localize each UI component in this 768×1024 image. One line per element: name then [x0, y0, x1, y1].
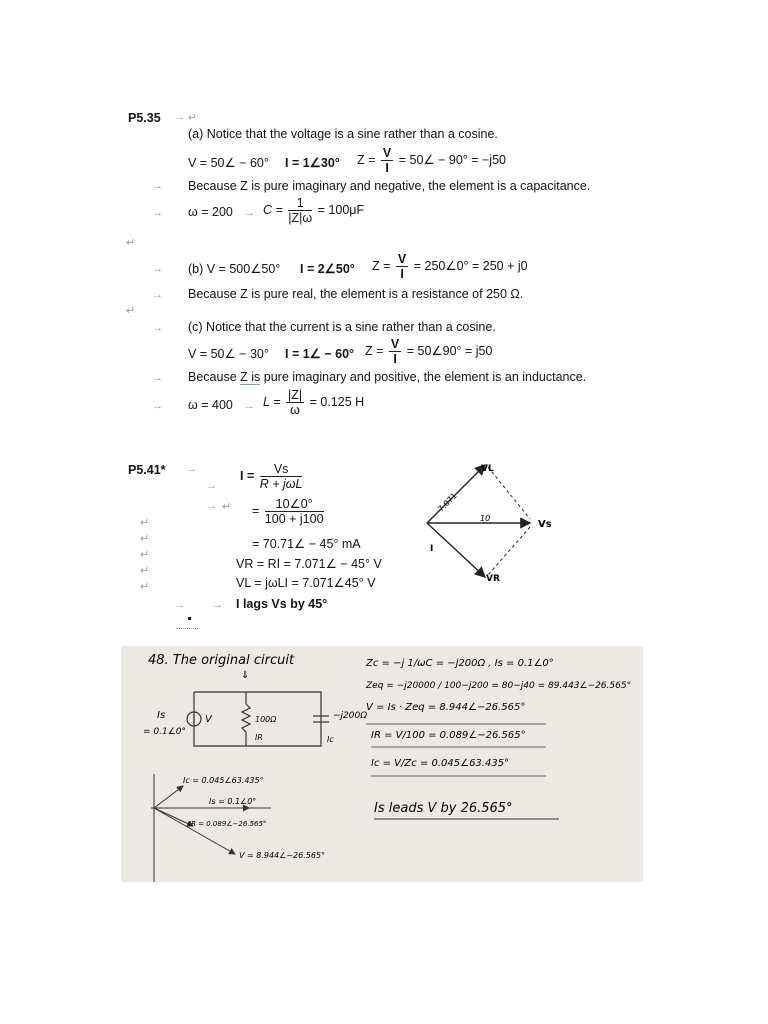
- arrow-mark: →: [186, 463, 197, 475]
- ic-phasor: [154, 786, 183, 808]
- p535a-c-den: |Z|ω: [288, 211, 313, 225]
- q48-eq2: Zeq = −j20000 / 100−j200 = 80−j40 = 89.443∠−26.565°: [366, 681, 632, 691]
- p535c-v: V = 50∠ − 30°: [188, 347, 269, 361]
- ph-ir-label: IR = 0.089∠−26.565°: [189, 820, 267, 828]
- arrow-mark: →: [152, 180, 163, 192]
- p535c-z-rhs: = 50∠90° = j50: [406, 343, 493, 358]
- p535c-z: [365, 337, 492, 366]
- arrow-mark: →: [212, 599, 223, 611]
- q48-eq6: Is leads V by 26.565°: [374, 801, 513, 816]
- p541-i-lhs: I =: [240, 468, 255, 483]
- arrow-mark: →: [152, 372, 163, 384]
- p535a-omega: ω = 200: [188, 205, 233, 219]
- p535b-z-lhs: Z =: [372, 258, 391, 273]
- p535b-z-den: I: [400, 267, 404, 281]
- p535c-l: [263, 388, 364, 417]
- p535b-i: I = 2∠50°: [300, 262, 355, 276]
- arrow-mark: →: [206, 480, 217, 492]
- ir-phasor: [154, 808, 193, 826]
- ir-label: IR: [255, 733, 263, 742]
- q48-title: 48. The original circuit: [148, 653, 295, 668]
- ic-label: Ic: [327, 735, 334, 744]
- p541-i-num: Vs: [260, 462, 303, 477]
- p535c-z-num: V: [390, 337, 400, 351]
- p541-i-eq: [240, 462, 304, 491]
- down-arrow-mark: ⇓: [241, 670, 250, 681]
- p535c-z-lhs: Z =: [365, 343, 384, 358]
- dashed-line: [488, 467, 530, 519]
- p541-i-den: R + jωL: [259, 477, 303, 491]
- vl-label: VL: [481, 464, 494, 474]
- paragraph-mark: ↵: [126, 237, 136, 249]
- p535c-i: I = 1∠ − 60°: [285, 347, 355, 361]
- ph-is-label: Is = 0.1∠0°: [209, 797, 257, 806]
- p535c-omega: ω = 400: [188, 398, 233, 412]
- p535-label: P5.35: [128, 111, 161, 125]
- paragraph-mark: ↵: [140, 549, 150, 561]
- arrow-mark: →: [174, 599, 185, 611]
- p535a-c-rhs: = 100μF: [317, 202, 365, 217]
- p535c-because: [188, 370, 586, 384]
- p535c-l-rhs: = 0.125 H: [309, 394, 365, 409]
- p535a-because: Because Z is pure imaginary and negative, the element is a capacitance.: [188, 179, 591, 193]
- i-label: I: [430, 544, 434, 554]
- handwritten-solution-photo: [121, 646, 643, 882]
- arrow-mark: →: [152, 322, 163, 334]
- p535a-z-lhs: Z =: [357, 152, 376, 167]
- dashed-line: [488, 527, 530, 575]
- is-value: = 0.1∠0°: [143, 727, 187, 737]
- arrow-mark: →: [174, 111, 185, 123]
- p535b-v: (b) V = 500∠50°: [188, 262, 281, 276]
- p535c-l-den: ω: [290, 403, 300, 417]
- arrow-mark: →: [152, 400, 163, 412]
- q48-eq3: V = Is · Zeq = 8.944∠−26.565°: [366, 702, 526, 713]
- c-label: −j200Ω: [333, 711, 368, 721]
- vs-label: Vs: [538, 519, 552, 530]
- p535c-note: (c) Notice that the current is a sine rather than a cosine.: [188, 320, 496, 334]
- p541-step2-num: 10∠0°: [265, 497, 324, 512]
- p535b-z: [372, 252, 528, 281]
- paragraph-mark: ↵: [140, 533, 150, 545]
- p535a-z-rhs: = 50∠ − 90° = −j50: [398, 152, 506, 167]
- p535a-c: [263, 196, 364, 225]
- arrow-mark: →: [244, 207, 255, 219]
- stray-dot: [188, 617, 191, 620]
- vr-label: VR: [486, 574, 500, 584]
- arrow-mark: →: [206, 500, 217, 512]
- p535a-i: I = 1∠30°: [285, 156, 340, 170]
- paragraph-mark: ↵: [222, 501, 232, 513]
- p541-vl: VL = jωLI = 7.071∠45° V: [236, 576, 376, 590]
- p535c-z-den: I: [393, 352, 397, 366]
- paragraph-mark: ↵: [126, 305, 136, 317]
- p535c-l-num: |Z|: [287, 388, 303, 402]
- p541-phasor-diagram: [420, 455, 560, 595]
- is-label: Is: [157, 710, 166, 721]
- arrow-mark: →: [152, 289, 163, 301]
- handwritten-sketch: [121, 646, 643, 882]
- r-label: 100Ω: [255, 715, 277, 724]
- p535a-z: [357, 146, 506, 175]
- vs-magnitude-label: 10: [480, 514, 491, 523]
- q48-eq1: Zc = −j 1/ωC = −j200Ω , Is = 0.1∠0°: [366, 658, 554, 669]
- because-rest: pure imaginary and positive, the element is an inductance.: [263, 370, 587, 384]
- p541-lags: I lags Vs by 45°: [236, 597, 328, 611]
- q48-eq4: IR = V/100 = 0.089∠−26.565°: [371, 730, 526, 741]
- q48-eq5: Ic = V/Zc = 0.045∠63.435°: [371, 758, 510, 769]
- p535b-z-num: V: [397, 252, 407, 266]
- p541-step3: = 70.71∠ − 45° mA: [252, 537, 361, 551]
- p535a-c-num: 1: [288, 196, 312, 211]
- p535b-because: Because Z is pure real, the element is a resistance of 250 Ω.: [188, 287, 524, 301]
- p535a-z-den: I: [385, 161, 389, 175]
- paragraph-mark: ↵: [188, 112, 198, 124]
- p535b-z-rhs: = 250∠0° = 250 + j0: [413, 258, 528, 273]
- p541-step2-den: 100 + j100: [264, 512, 324, 526]
- paragraph-mark: ↵: [140, 581, 150, 593]
- resistor-symbol: [242, 704, 250, 732]
- arrow-mark: →: [152, 263, 163, 275]
- magnitude-label: 7.071: [436, 491, 459, 514]
- ph-v-label: V = 8.944∠−26.565°: [239, 851, 326, 860]
- vl-phasor: [427, 465, 485, 523]
- vr-phasor: [427, 523, 485, 577]
- paragraph-mark: ↵: [140, 517, 150, 529]
- p541-vr: VR = RI = 7.071∠ − 45° V: [236, 557, 382, 571]
- ph-ic-label: Ic = 0.045∠63.435°: [183, 776, 264, 785]
- p535a-v: V = 50∠ − 60°: [188, 156, 269, 170]
- spellcheck-underlined-z: Z is: [240, 370, 261, 384]
- p535a-note: (a) Notice that the voltage is a sine rather than a cosine.: [188, 127, 498, 141]
- arrow-mark: →: [244, 400, 255, 412]
- p535a-c-lhs: C =: [263, 202, 283, 217]
- p535c-l-lhs: L =: [263, 394, 281, 409]
- p541-step2: = $\frac{10\angle 0^\circ}{100 + j100}$: [252, 497, 324, 526]
- because-word: Because: [188, 370, 237, 384]
- dotted-separator: [176, 628, 198, 629]
- arrow-mark: →: [152, 207, 163, 219]
- p541-label: P5.41*: [128, 463, 166, 477]
- v-phasor: [154, 808, 235, 854]
- paragraph-mark: ↵: [140, 565, 150, 577]
- q48-phasor-diagram: [151, 774, 271, 882]
- p535a-z-num: V: [382, 146, 392, 160]
- v-label: V: [205, 714, 212, 725]
